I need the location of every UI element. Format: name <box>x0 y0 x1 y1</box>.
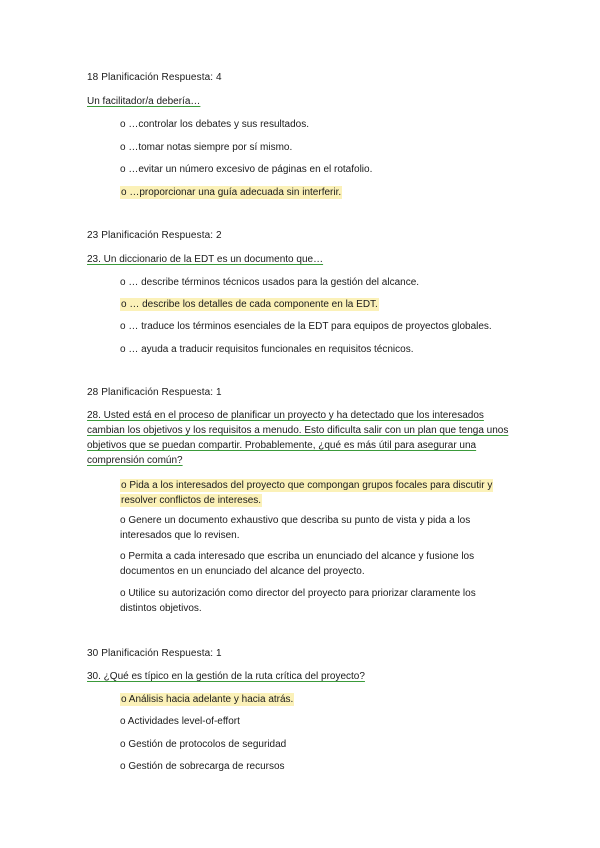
question-30-option-4: o Gestión de sobrecarga de recursos <box>120 761 285 772</box>
question-23-option-2-correct <box>120 297 510 312</box>
question-23-header: 23 Planificación Respuesta: 2 <box>87 230 222 241</box>
question-28-text: 28. Usted está en el proceso de planificar un proyecto y ha detectado que los interesados cambian los objetivos y los requisitos a menudo. Esto dificulta salir con un plan que tenga unos objetivos que se puedan compartir. Probablemente, ¿qué es más útil para asegurar una comprensión común? <box>87 410 509 466</box>
answer-highlight: o … describe los detalles de cada componente en la EDT. <box>121 299 378 310</box>
question-18-option-3: o …evitar un número excesivo de páginas en el rotafolio. <box>120 164 373 175</box>
question-18-text: Un facilitador/a debería… <box>87 96 201 107</box>
question-23-option-4: o … ayuda a traducir requisitos funcionales en requisitos técnicos. <box>120 344 414 355</box>
answer-highlight: o Pida a los interesados del proyecto que compongan grupos focales para discutir y resolver conflictos de intereses. <box>121 480 493 506</box>
question-18-option-4-correct <box>120 185 510 200</box>
question-23-option-1: o … describe términos técnicos usados para la gestión del alcance. <box>120 277 420 288</box>
answer-highlight: o …proporcionar una guía adecuada sin interferir. <box>121 187 342 198</box>
question-30-option-1-correct <box>120 692 510 707</box>
question-18-option-1: o …controlar los debates y sus resultados. <box>120 119 309 130</box>
question-28-header: 28 Planificación Respuesta: 1 <box>87 387 222 398</box>
question-23-text: 23. Un diccionario de la EDT es un documento que… <box>87 254 324 265</box>
question-30-text: 30. ¿Qué es típico en la gestión de la ruta crítica del proyecto? <box>87 671 365 682</box>
question-30-option-2: o Actividades level-of-effort <box>120 716 240 727</box>
question-28-option-1-correct <box>120 478 510 508</box>
question-30-option-3: o Gestión de protocolos de seguridad <box>120 739 287 750</box>
question-18-option-2: o …tomar notas siempre por sí mismo. <box>120 142 293 153</box>
question-28-option-4: o Utilice su autorización como director del proyecto para priorizar claramente los distintos objetivos. <box>120 588 476 614</box>
answer-highlight: o Análisis hacia adelante y hacia atrás. <box>121 694 294 705</box>
question-30-header: 30 Planificación Respuesta: 1 <box>87 648 222 659</box>
question-18-header: 18 Planificación Respuesta: 4 <box>87 72 222 83</box>
question-28-option-3: o Permita a cada interesado que escriba un enunciado del alcance y fusione los documentos en un enunciado del alcance del proyecto. <box>120 551 475 577</box>
question-28-option-2: o Genere un documento exhaustivo que describa su punto de vista y pida a los interesados que lo revisen. <box>120 515 471 541</box>
question-23-option-3: o … traduce los términos esenciales de la EDT para equipos de proyectos globales. <box>120 321 492 332</box>
